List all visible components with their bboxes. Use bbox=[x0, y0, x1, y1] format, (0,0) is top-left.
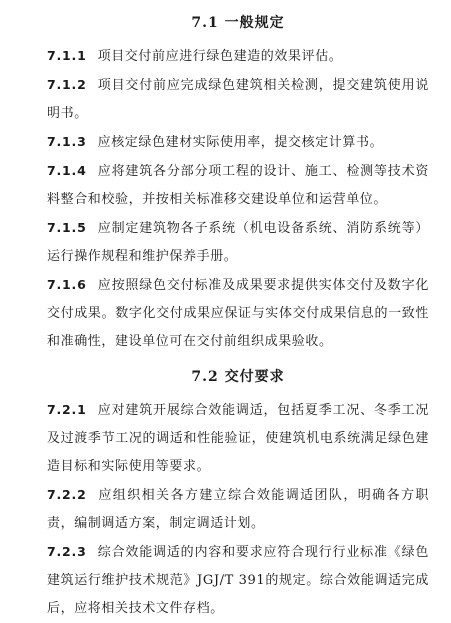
clause-7-2-2 bbox=[47, 481, 429, 538]
clause-number: 7.1.2 bbox=[47, 77, 87, 92]
clause-text: 项目交付前应进行绿色建造的效果评估。 bbox=[97, 49, 343, 64]
clause-7-1-4 bbox=[47, 157, 429, 214]
clause-number: 7.2.1 bbox=[47, 402, 87, 417]
clause-text: 应对建筑开展综合效能调适，包括夏季工况、冬季工况及过渡季节工况的调适和性能验证，使建筑机电系统满足绿色建造目标和实际使用等要求。 bbox=[47, 403, 429, 474]
section-title: 7.2 交付要求 bbox=[191, 369, 285, 385]
clause-text: 项目交付前应完成绿色建筑相关检测，提交建筑使用说明书。 bbox=[47, 78, 429, 121]
clause-7-1-1 bbox=[47, 42, 429, 71]
clause-text: 综合效能调适的内容和要求应符合现行行业标准《绿色建筑运行维护技术规范》JGJ/T 391的规定。综合效能调适完成后，应将相关技术文件存档。 bbox=[47, 545, 429, 616]
section-general bbox=[47, 10, 429, 356]
clause-number: 7.1.3 bbox=[47, 134, 87, 149]
clause-number: 7.1.4 bbox=[47, 163, 87, 178]
clause-number: 7.1.1 bbox=[47, 48, 87, 63]
clause-7-2-3 bbox=[47, 538, 429, 623]
clause-number: 7.2.2 bbox=[47, 487, 87, 502]
clause-number: 7.1.5 bbox=[47, 220, 87, 235]
clause-7-2-1 bbox=[47, 396, 429, 481]
section-title: 7.1 一般规定 bbox=[191, 15, 285, 31]
clause-text: 应制定建筑物各子系统（机电设备系统、消防系统等）运行操作规程和维护保养手册。 bbox=[47, 221, 429, 264]
clause-text: 应将建筑各分部分项工程的设计、施工、检测等技术资料整合和校验，并按相关标准移交建设单位和运营单位。 bbox=[47, 164, 429, 207]
clause-7-1-3 bbox=[47, 128, 429, 157]
clause-text: 应核定绿色建材实际使用率，提交核定计算书。 bbox=[97, 135, 384, 150]
clause-text: 应按照绿色交付标准及成果要求提供实体交付及数字化交付成果。数字化交付成果应保证与实体交付成果信息的一致性和准确性，建设单位可在交付前组织成果验收。 bbox=[47, 278, 429, 349]
clause-text: 应组织相关各方建立综合效能调适团队，明确各方职责，编制调适方案，制定调适计划。 bbox=[47, 488, 429, 531]
clause-7-1-5 bbox=[47, 214, 429, 271]
clause-7-1-2 bbox=[47, 71, 429, 128]
clause-7-1-6 bbox=[47, 271, 429, 356]
clause-number: 7.1.6 bbox=[47, 277, 87, 292]
clause-number: 7.2.3 bbox=[47, 544, 87, 559]
section-delivery-requirements bbox=[47, 364, 429, 623]
